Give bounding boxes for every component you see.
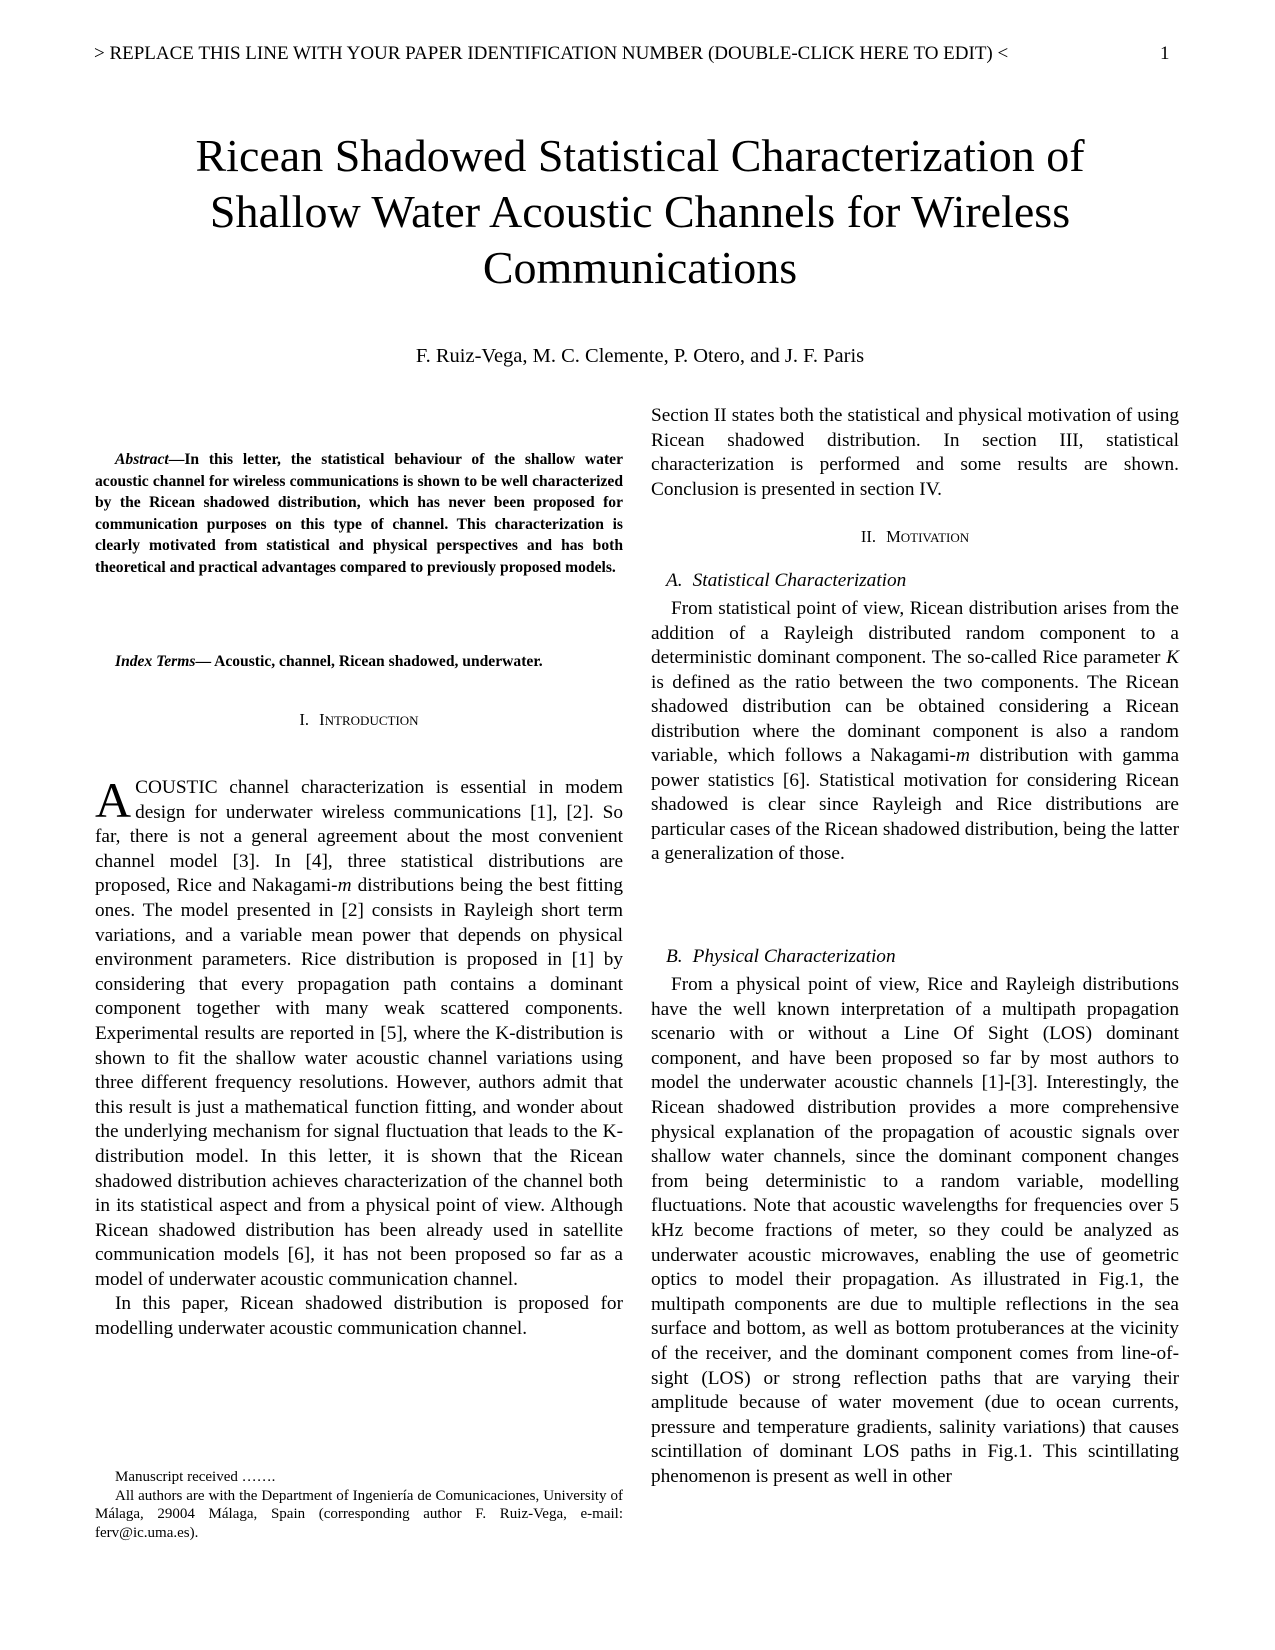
statistical-text-1: From statistical point of view, Ricean distribution arises from the addition of a Rayleigh distributed random component to a deterministic dominant component. The so-called Rice parameter: [651, 598, 1179, 668]
section-title-rest: NTRODUCTION: [324, 713, 419, 728]
intro-nakagami-m: m: [337, 875, 352, 897]
paper-id-header: > REPLACE THIS LINE WITH YOUR PAPER IDENTIFICATION NUMBER (DOUBLE-CLICK HERE TO EDIT) <: [94, 43, 1009, 64]
title-line-1: Ricean Shadowed Statistical Characterization of: [195, 130, 1085, 181]
introduction-body: [95, 772, 623, 1342]
abstract-text: In this letter, the statistical behaviour of the shallow water acoustic channel for wireless communications is shown to be well characterized by the Ricean shadowed distribution, which has never been proposed for communication purposes on this type of channel. This characterization is clearly motivated from statistical and physical perspectives and has both theoretical and practical advantages compared to previously proposed models.: [95, 451, 623, 576]
footnote: [95, 1468, 623, 1542]
subsection-letter: B.: [666, 946, 683, 967]
section-initial: I: [319, 710, 325, 729]
nakagami-m: m: [955, 745, 970, 766]
statistical-paragraph: [651, 597, 1179, 867]
rice-parameter-k: K: [1166, 647, 1179, 668]
page-number: 1: [1160, 43, 1170, 64]
section-number: II.: [860, 527, 876, 546]
index-terms-dash: —: [195, 653, 212, 670]
subsection-letter: A.: [666, 570, 683, 591]
abstract-label: Abstract: [115, 451, 169, 468]
intro-paragraph-1a: COUSTIC channel characterization is essential in modem design for underwater wireless communications [1], [2]. So far, there is not a general agreement about the most convenient channel model [3]. In [4], three statistical distributions are proposed, Rice and Nakagami-: [95, 777, 623, 897]
subsection-title: Physical Characterization: [692, 946, 896, 967]
physical-paragraph: From a physical point of view, Rice and Rayleigh distributions have the well known interpretation of a multipath propagation scenario with or without a Line Of Sight (LOS) dominant component, and have been proposed so far by most authors to model the underwater acoustic channels [1]-[3]. Interestingly, the Ricean shadowed distribution provides a more comprehensive physical explanation of the propagation of acoustic signals over shallow water channels, since the dominant component changes from being deterministic to a random variable, modelling fluctuations. Note that acoustic wavelengths for frequencies over 5 kHz become fractions of meter, so they could be analyzed as underwater acoustic microwaves, enabling the use of geometric optics to model their propagation. As illustrated in Fig.1, the multipath components are due to multiple reflections in the sea surface and bottom, as well as bottom protuberances at the vicinity of the receiver, and the dominant component comes from line-of-sight (LOS) or strong reflection paths that are varying their amplitude because of water movement (due to ocean currents, pressure and temperature gradients, salinity variations) that causes scintillation of dominant LOS paths in Fig.1. This scintillating phenomenon is present as well in other: [651, 974, 1179, 1487]
index-terms-text: Acoustic, channel, Ricean shadowed, underwater.: [211, 653, 543, 670]
subsection-title: Statistical Characterization: [692, 570, 907, 591]
section-initial: M: [886, 527, 901, 546]
drop-cap: A: [95, 772, 132, 828]
index-terms-label: Index Terms: [115, 653, 196, 670]
subsection-heading-physical: [666, 944, 1176, 969]
author-list: F. Ruiz-Vega, M. C. Clemente, P. Otero, and J. F. Paris: [415, 345, 865, 367]
statistical-text-3: distribution with gamma power statistics [6]. Statistical motivation for considering Ricean shadowed is clear since Rayleigh and Rice distributions are particular cases of the Ricean shadowed distribution, being the latter a generalization of those.: [651, 745, 1180, 864]
paper-title: [95, 128, 1185, 296]
abstract: [95, 449, 623, 578]
index-terms: [95, 651, 623, 673]
title-line-3: Communications: [482, 242, 798, 293]
section-number: I.: [299, 710, 310, 729]
intro-paragraph-1b: distributions being the best fitting ones. The model presented in [2] consists in Rayleigh short term variations, and a variable mean power that depends on physical environment parameters. Rice distribution is proposed in [1] by considering that every propagation path contains a dominant component together with many weak scattered components. Experimental results are reported in [5], where the K-distribution is shown to fit the shallow water acoustic channel variations using three different frequency resolutions. However, authors admit that this result is just a mathematical function fitting, and wonder about the underlying mechanism for signal fluctuation that leads to the K-distribution model. In this letter, it is shown that the Ricean shadowed distribution achieves characterization of the channel both in its statistical aspect and from a physical point of view. Although Ricean shadowed distribution has been already used in satellite communication models [6], it has not been proposed so far as a model of underwater acoustic communication channel.: [95, 875, 623, 1290]
intro-paragraph-2: In this paper, Ricean shadowed distribution is proposed for modelling underwater acoustic communication channel.: [95, 1293, 623, 1340]
subsection-heading-statistical: [666, 568, 1176, 593]
manuscript-received: Manuscript received …….: [115, 1469, 276, 1485]
statistical-text-2: is defined as the ratio between the two components. The Ricean shadowed distribution can be obtained considering a Ricean distribution where the dominant component is also a random variable, which follows a Nakagami-: [651, 671, 1179, 766]
section-heading-introduction: [95, 710, 623, 731]
section-title-rest: OTIVATION: [900, 530, 970, 545]
title-line-2: Shallow Water Acoustic Channels for Wireless: [209, 186, 1071, 237]
author-affiliation: All authors are with the Department of Ingeniería de Comunicaciones, University of Málaga, 29004 Málaga, Spain (corresponding author F. Ruiz-Vega, e-mail: ferv@ic.uma.es).: [95, 1487, 623, 1541]
abstract-dash: —: [168, 451, 185, 468]
roadmap-paragraph: Section II states both the statistical and physical motivation of using Ricean shadowed distribution. In section III, statistical characterization is performed and some results are shown. Conclusion is presented in section IV.: [651, 405, 1179, 500]
section-heading-motivation: [651, 527, 1179, 548]
